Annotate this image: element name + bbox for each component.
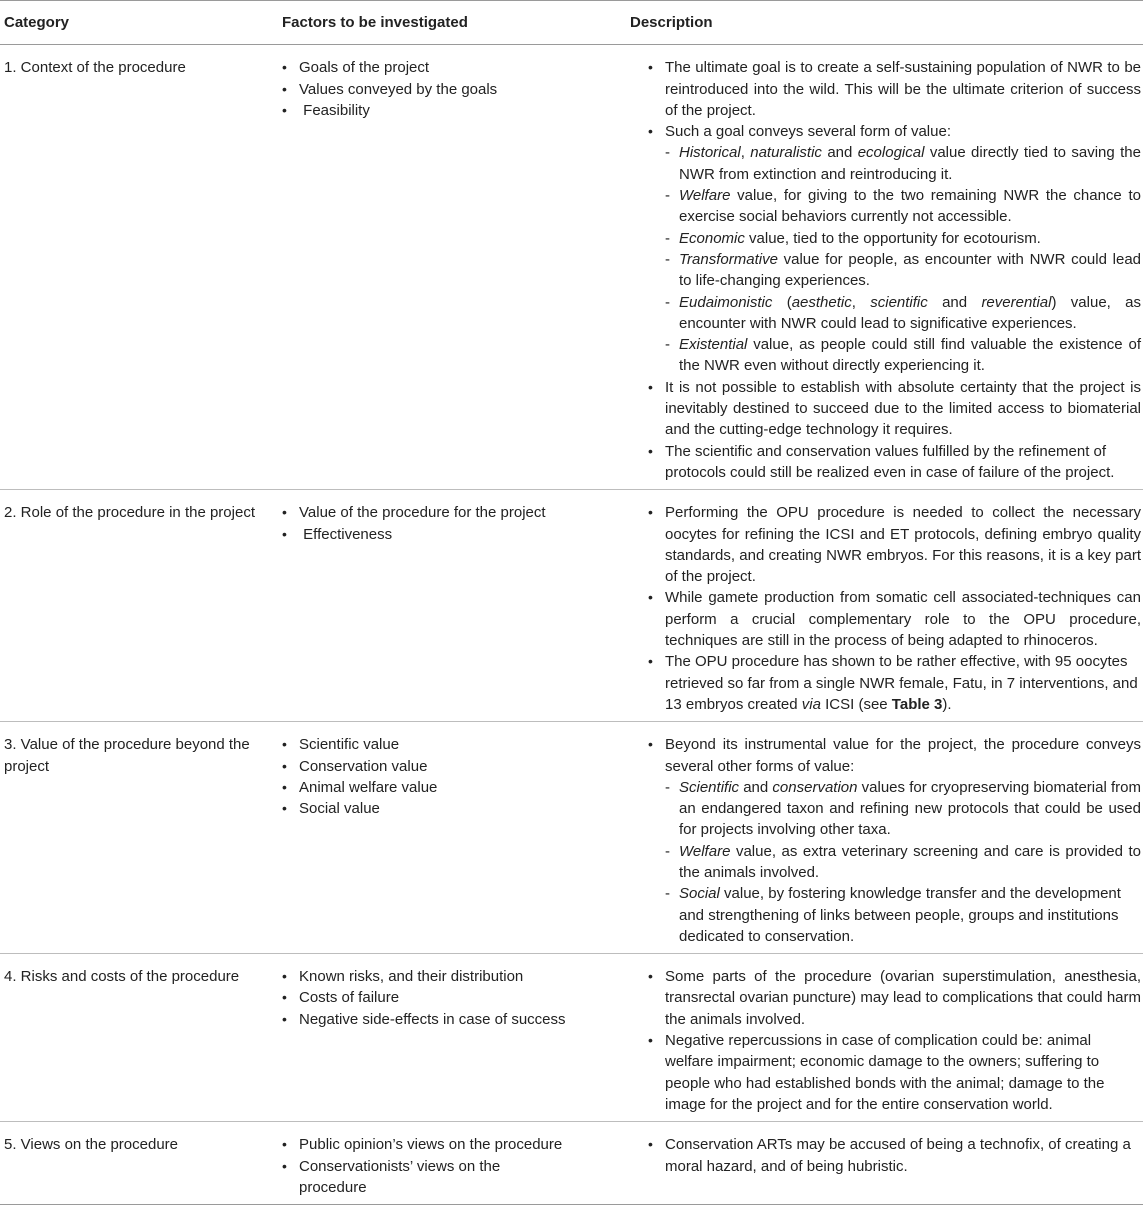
list-item: • Value of the procedure for the project <box>282 504 546 522</box>
list-item: - Historical, naturalistic and ecological value directly tied to saving the NWR from extinction and reintroducing it. <box>665 144 1141 183</box>
table-row <box>0 722 1143 954</box>
description-list <box>624 502 1143 715</box>
category-text: 1. Context of the procedure <box>4 59 186 77</box>
list-item: • Feasibility <box>282 101 370 119</box>
description-cell <box>624 954 1143 1122</box>
list-item: • Conservationists’ views on the procedure <box>282 1157 501 1196</box>
category-cell <box>0 1122 281 1205</box>
table-row <box>0 1122 1143 1205</box>
list-item: - Welfare value, as extra veterinary screening and care is provided to the animals involved. <box>665 842 1141 881</box>
category-text: 3. Value of the procedure beyond the project <box>4 736 250 775</box>
category-text: 2. Role of the procedure in the project <box>4 504 255 522</box>
category-cell <box>0 490 281 722</box>
list-item: - Transformative value for people, as encounter with NWR could lead to life-changing experiences. <box>665 250 1141 290</box>
header-category: Category <box>0 1 281 45</box>
category-text: 5. Views on the procedure <box>4 1136 179 1154</box>
description-list <box>624 734 1143 947</box>
factors-cell <box>281 490 624 722</box>
list-item: • The scientific and conservation values fulfilled by the refinement of protocols could still be realized even in case of failure of the project. <box>648 442 1115 481</box>
list-item: - Scientific and conservation values for cryopreserving biomaterial from an endangered taxon and refining new protocols that could be used for projects involving other taxa. <box>665 778 1141 839</box>
list-item: • Scientific value <box>282 736 400 754</box>
list-item: - Eudaimonistic (aesthetic, scientific and reverential) value, as encounter with NWR could lead to significative experiences. <box>665 293 1141 332</box>
list-item: • Animal welfare value <box>282 778 438 796</box>
list-item: - Social value, by fostering knowledge transfer and the development and strengthening of links between people, groups and institutions dedicated to conservation. <box>665 885 1121 945</box>
description-list <box>624 1134 1143 1177</box>
category-cell <box>0 722 281 954</box>
category-text: 4. Risks and costs of the procedure <box>4 968 240 986</box>
category-cell <box>0 45 281 490</box>
factors-cell <box>281 45 624 490</box>
factors-list <box>281 57 624 121</box>
description-cell <box>624 490 1143 722</box>
table-row <box>0 45 1143 490</box>
list-item: • Public opinion’s views on the procedure <box>282 1136 563 1154</box>
factors-cell <box>281 1122 624 1205</box>
list-item: • Effectiveness <box>282 525 393 543</box>
list-item: • Negative repercussions in case of complication could be: animal welfare impairment; economic damage to the owners; suffering to people who had established bonds with the animal; damage to the image for the project and for the entire conservation world. <box>648 1032 1105 1113</box>
list-item: • The OPU procedure has shown to be rather effective, with 95 oocytes retrieved so far from a single NWR female, Fatu, in 7 interventions, and 13 embryos created via ICSI (see Table 3). <box>648 653 1138 713</box>
header-description: Description <box>624 1 1143 45</box>
list-item: • The ultimate goal is to create a self-sustaining population of NWR to be reintroduced into the wild. This will be the ultimate criterion of success of the project. <box>648 59 1141 119</box>
table-row <box>0 954 1143 1122</box>
factors-cell <box>281 954 624 1122</box>
list-item: • Goals of the project <box>282 59 430 77</box>
description-list <box>624 57 1143 483</box>
table-row <box>0 490 1143 722</box>
header-factors: Factors to be investigated <box>281 1 624 45</box>
list-item: • While gamete production from somatic cell associated-techniques can perform a crucial complementary role to the OPU procedure, techniques are still in the process of being adapted to rhinoceros. <box>648 589 1141 650</box>
list-item: • Values conveyed by the goals <box>282 80 498 98</box>
list-item: - Existential value, as people could still find valuable the existence of the NWR even without directly experiencing it. <box>665 336 1141 375</box>
list-item: • Negative side-effects in case of success <box>282 1010 566 1028</box>
list-item: • Conservation value <box>282 757 428 775</box>
category-cell <box>0 954 281 1122</box>
list-item: - Economic value, tied to the opportunity for ecotourism. <box>665 229 1041 247</box>
list-item: • Costs of failure <box>282 989 400 1007</box>
list-item: • It is not possible to establish with absolute certainty that the project is inevitably destined to succeed due to the limited access to biomaterial and the cutting-edge technology it requires. <box>648 378 1141 439</box>
list-item: • Performing the OPU procedure is needed to collect the necessary oocytes for refining the ICSI and ET protocols, defining embryo quality standards, and creating NWR embryos. For this reasons, it is a key part of the project. <box>648 504 1141 586</box>
description-cell <box>624 722 1143 954</box>
list-item: • Known risks, and their distribution <box>282 968 524 986</box>
table-reference-link[interactable]: Table 3 <box>891 695 943 713</box>
table-header-row <box>0 1 1143 45</box>
factors-list <box>281 734 624 819</box>
description-cell <box>624 1122 1143 1205</box>
description-list <box>624 966 1143 1115</box>
factors-list <box>281 502 624 545</box>
list-item: - Welfare value, for giving to the two remaining NWR the chance to exercise social behaviors currently not accessible. <box>665 187 1141 226</box>
list-item: • Beyond its instrumental value for the project, the procedure conveys several other forms of value: <box>648 736 1141 775</box>
list-item: • Social value <box>282 800 380 818</box>
description-cell <box>624 45 1143 490</box>
factors-cell <box>281 722 624 954</box>
factors-list <box>281 966 624 1030</box>
list-item: • Some parts of the procedure (ovarian superstimulation, anesthesia, transrectal ovarian puncture) may lead to complications that could harm the animals involved. <box>648 968 1141 1028</box>
factors-list <box>281 1134 624 1198</box>
list-item: • Such a goal conveys several form of value: <box>648 123 951 141</box>
list-item: • Conservation ARTs may be accused of being a technofix, of creating a moral hazard, and of being hubristic. <box>648 1136 1131 1175</box>
